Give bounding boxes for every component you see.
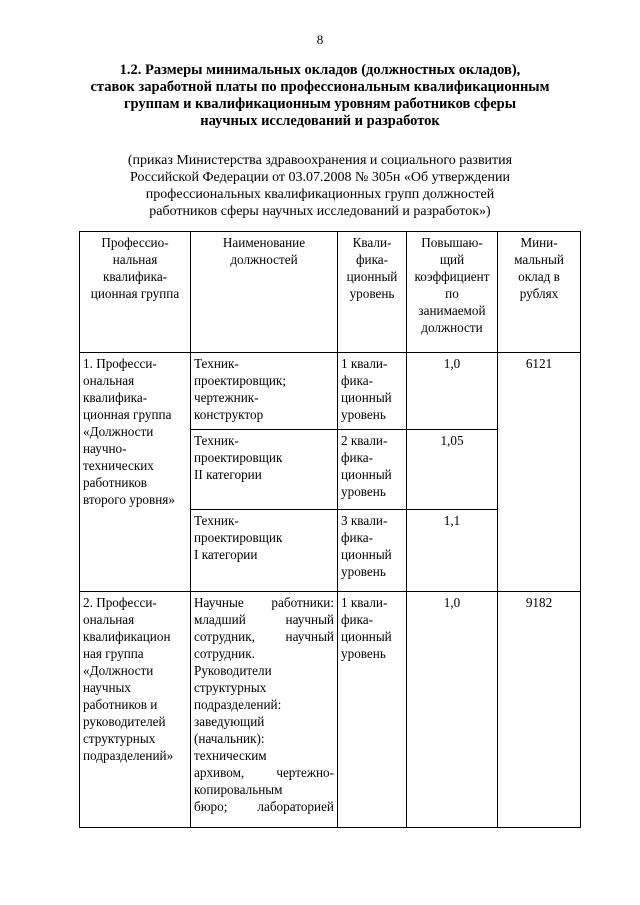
group-line: работников	[83, 475, 148, 490]
level-line: фика-	[341, 450, 374, 465]
group-cell	[80, 353, 191, 592]
header-line: щий	[439, 252, 465, 267]
group-line: второго уровня»	[83, 492, 175, 507]
page-number: 8	[316, 32, 324, 47]
position-line: структурных	[194, 680, 267, 695]
header-qualification-level	[338, 232, 407, 353]
position-line: чертежник-	[194, 390, 259, 405]
order-line: профессиональных квалификационных групп должностей	[145, 187, 495, 202]
position-line: проектировщик	[194, 530, 283, 545]
position-line: техническим	[194, 748, 267, 763]
header-line: ционный	[346, 269, 398, 284]
position-line	[194, 611, 334, 628]
header-line: фика-	[355, 252, 389, 267]
group-line: работников и	[83, 697, 158, 712]
position-line: Руководители	[194, 663, 272, 678]
position-line	[194, 594, 334, 611]
order-line: Российской Федерации от 03.07.2008 № 305н «Об утверждении	[130, 170, 510, 185]
section-heading	[60, 62, 580, 130]
group-line: квалифика-	[83, 390, 148, 405]
level-line: ционный	[341, 467, 392, 482]
heading-line: 1.2. Размеры минимальных окладов (должностных окладов),	[119, 62, 521, 78]
level-cell	[338, 592, 407, 828]
header-line: должностей	[230, 252, 298, 267]
position-line: подразделений:	[194, 697, 282, 712]
level-line: ционный	[341, 390, 392, 405]
header-line: Профессио-	[101, 235, 169, 250]
position-word: сотрудник,	[194, 629, 255, 644]
header-line: Мини-	[520, 235, 558, 250]
header-line: Наименование	[222, 235, 306, 250]
coefficient-cell: 1,05	[407, 430, 498, 510]
order-line: работников сферы научных исследований и разработок»)	[149, 204, 491, 219]
level-line: фика-	[341, 612, 374, 627]
position-cell	[191, 353, 338, 430]
position-word: работники:	[271, 595, 334, 610]
table-header-row	[80, 232, 581, 353]
group-line: ная группа	[83, 646, 144, 661]
level-line: фика-	[341, 373, 374, 388]
header-line: ционная группа	[90, 286, 180, 301]
group-line: квалификацион	[83, 629, 171, 644]
heading-line: научных исследований и разработок	[200, 113, 440, 129]
header-line: мальный	[514, 252, 564, 267]
level-line: 1 квали-	[341, 595, 388, 610]
header-line: Повышаю-	[421, 235, 483, 250]
position-line: II категории	[194, 467, 262, 482]
header-line: уровень	[349, 286, 395, 301]
heading-line: ставок заработной платы по профессиональным квалификационным	[90, 79, 550, 95]
position-word: архивом,	[194, 765, 245, 780]
level-line: фика-	[341, 530, 374, 545]
position-line	[194, 798, 334, 815]
level-line: ционный	[341, 547, 392, 562]
level-line: уровень	[341, 484, 386, 499]
level-line: уровень	[341, 407, 386, 422]
header-coefficient	[407, 232, 498, 353]
position-line: конструктор	[194, 407, 264, 422]
level-cell	[338, 353, 407, 430]
group-line: технических	[83, 458, 154, 473]
position-line: Техник-	[194, 356, 239, 371]
position-cell	[191, 592, 338, 828]
group-line: 1. Професси-	[83, 356, 157, 371]
coefficient-cell: 1,0	[407, 353, 498, 430]
header-line: рублях	[519, 286, 559, 301]
position-line: проектировщик	[194, 450, 283, 465]
header-qualification-group	[80, 232, 191, 353]
salary-cell: 6121	[498, 353, 581, 592]
order-line: (приказ Министерства здравоохранения и социального развития	[127, 153, 513, 168]
table-row	[80, 592, 581, 828]
group-line: ционная группа	[83, 407, 172, 422]
coefficient-cell: 1,0	[407, 592, 498, 828]
group-line: подразделений»	[83, 748, 174, 763]
order-reference	[60, 152, 580, 220]
group-line: ональная	[83, 373, 135, 388]
position-line: сотрудник.	[194, 646, 255, 661]
group-line: научно-	[83, 441, 127, 456]
position-line	[194, 764, 334, 781]
position-line: Техник-	[194, 433, 239, 448]
salary-cell: 9182	[498, 592, 581, 828]
header-line: коэффициент	[414, 269, 490, 284]
position-word: чертежно-	[276, 765, 334, 780]
level-line: 1 квали-	[341, 356, 388, 371]
group-line: научных	[83, 680, 131, 695]
group-line: 2. Професси-	[83, 595, 157, 610]
position-word: Научные	[194, 595, 244, 610]
group-line: ональная	[83, 612, 135, 627]
position-line: проектировщик;	[194, 373, 287, 388]
group-line: «Должности	[83, 663, 154, 678]
position-word: научный	[285, 612, 334, 627]
level-line: ционный	[341, 629, 392, 644]
position-word: бюро;	[194, 799, 228, 814]
level-cell	[338, 430, 407, 510]
header-line: занимаемой	[418, 303, 486, 318]
group-line: «Должности	[83, 424, 154, 439]
level-cell	[338, 510, 407, 592]
header-line: квалифика-	[102, 269, 168, 284]
position-line	[194, 628, 334, 645]
position-word: лабораторией	[257, 799, 334, 814]
level-line: уровень	[341, 646, 386, 661]
coefficient-cell: 1,1	[407, 510, 498, 592]
group-line: структурных	[83, 731, 156, 746]
header-min-salary	[498, 232, 581, 353]
table-row	[80, 353, 581, 430]
position-line: копировальным	[194, 782, 283, 797]
position-word: младший	[194, 612, 246, 627]
level-line: уровень	[341, 564, 386, 579]
level-line: 2 квали-	[341, 433, 388, 448]
header-line: оклад в	[518, 269, 560, 284]
position-cell	[191, 430, 338, 510]
position-line: Техник-	[194, 513, 239, 528]
level-line: 3 квали-	[341, 513, 388, 528]
position-line: заведующий	[194, 714, 265, 729]
header-line: нальная	[112, 252, 158, 267]
position-word: научный	[285, 629, 334, 644]
header-line: Квали-	[352, 235, 392, 250]
group-line: руководителей	[83, 714, 166, 729]
header-line: по	[445, 286, 459, 301]
header-line: должности	[421, 320, 483, 335]
position-line: I категории	[194, 547, 258, 562]
position-cell	[191, 510, 338, 592]
position-line: (начальник):	[194, 731, 265, 746]
salary-table	[79, 231, 581, 828]
group-cell	[80, 592, 191, 828]
heading-line: группам и квалификационным уровням работников сферы	[123, 96, 517, 112]
header-position-name	[191, 232, 338, 353]
